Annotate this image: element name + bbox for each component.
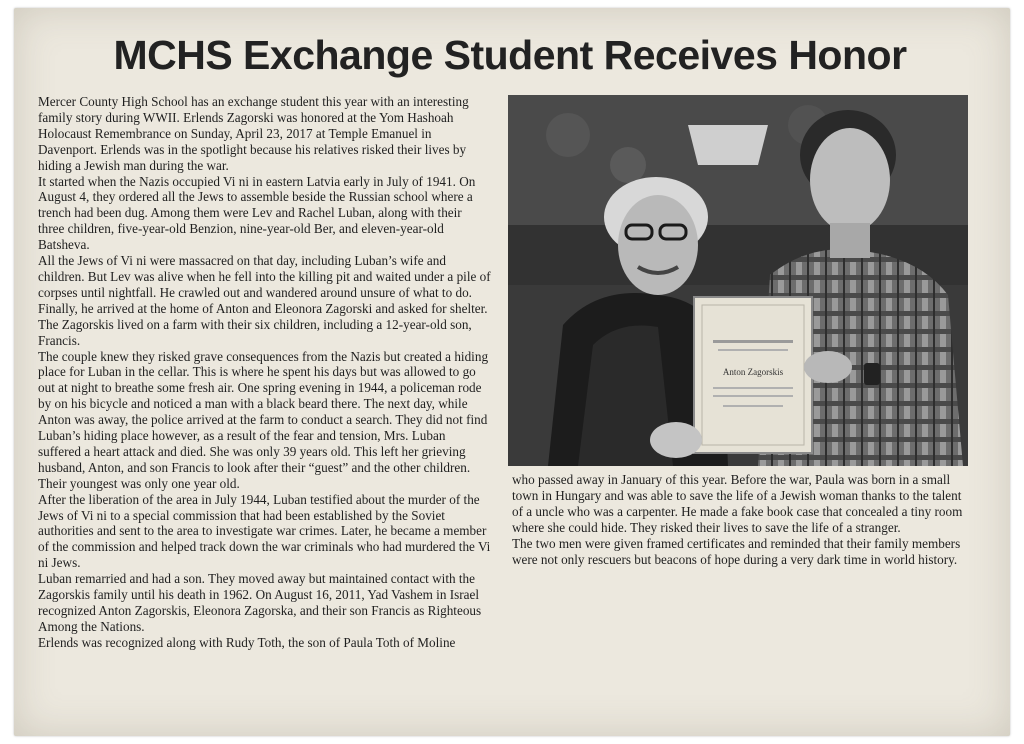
paragraph: After the liberation of the area in July 1944, Luban testified about the murder of the Jews of Vi ni to a special commission that had been established by the Soviet authorities and sent to the area to investigate war crimes. Later, he became a member of the commission and helped track down the war criminals who had murdered the Vi ni Jews. [38,491,491,571]
article-photo [508,95,968,466]
paragraph: Luban remarried and had a son. They moved away but maintained contact with the Zagorskis family until his death in 1962. On August 16, 2011, Yad Vashem in Israel recognized Anton Zagorskis, Eleonora Zagorska, and their son Francis as Righteous Among the Nations. [38,571,482,634]
paragraph: who passed away in January of this year. Before the war, Paula was born in a small town in Hungary and was able to save the life of a Jewish woman thanks to the talent of a uncle who was a carpenter. He made a fake book case that concealed a tiny room where she could hide. They risked their lives to save the life of a stranger. [512,472,963,535]
article-right-column [512,472,968,567]
paragraph: Mercer County High School has an exchange student this year with an interesting family story during WWII. Erlends Zagorski was honored at the Yom Hashoah Holocaust Remembrance on Sunday, April 23, 2017 at Temple Emanuel in Davenport. Erlends was in the spotlight because his relatives risked their lives by hiding a Jewish man during the war. [38,94,469,173]
paragraph: Erlends was recognized along with Rudy Toth, the son of Paula Toth of Moline [38,634,456,650]
article-left-column [38,94,491,651]
headline: MCHS Exchange Student Receives Honor [113,32,907,78]
paragraph: The couple knew they risked grave consequences from the Nazis but created a hiding place for Luban in the cellar. This is where he spent his days but was allowed to go out at night to breathe some fresh air. One spring evening in 1944, a policeman rode by on his bicycle and noticed a man with a black beard there. The next day, while Anton was away, the police arrived at the farm to conduct a search. They did not find Luban’s hiding place however, as a result of the fear and tension, Mrs. Luban suffered a heart attack and died. She was only 39 years old. This left her grieving husband, Anton, and son Francis to look after their “guest” and the other children. Their youngest was only one year old. [38,348,489,491]
paragraph: All the Jews of Vi ni were massacred on that day, including Luban’s wife and children. But Lev was alive when he fell into the killing pit and waited under a pile of corpses until nightfall. He crawled out and wandered around unsure of what to do. Finally, he arrived at the home of Anton and Eleonora Zagorski and asked for shelter. The Zagorskis lived on a farm with their six children, including a 12-year-old son, Francis. [38,253,491,348]
certificate-name: Anton Zagorskis [722,367,784,377]
paragraph: The two men were given framed certificates and reminded that their family members were not only rescuers but beacons of hope during a very dark time in world history. [512,535,961,567]
paragraph: It started when the Nazis occupied Vi ni in eastern Latvia early in July of 1941. On August 4, they ordered all the Jews to assemble beside the Russian school where a trench had been dug. Among them were Lev and Rachel Luban, along with their three children, five-year-old Benzion, nine-year-old Ber, and eleven-year-old Batsheva. [38,173,476,253]
